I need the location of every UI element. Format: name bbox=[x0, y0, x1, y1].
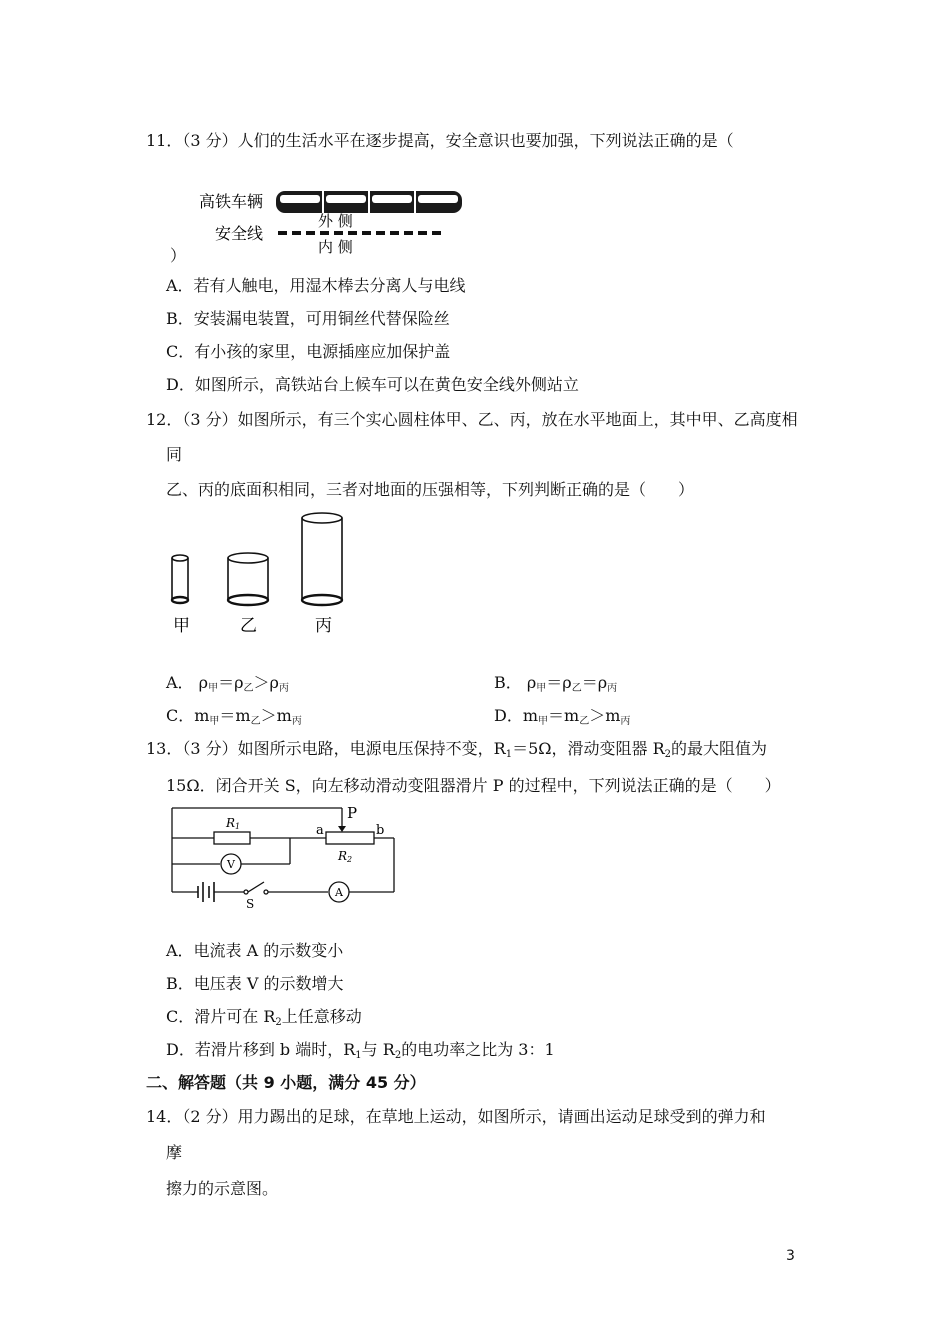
q14-line2: 摩 bbox=[166, 1143, 183, 1162]
section-heading: 二、解答题（共 9 小题，满分 45 分） bbox=[146, 1073, 426, 1092]
cylinder-bing bbox=[302, 513, 342, 605]
resistor-r2 bbox=[326, 832, 374, 844]
q12-option-b: B． $\rho_甲=\rho_乙=\rho_丙$ bbox=[494, 673, 618, 694]
q11-option-c: C．有小孩的家里，电源插座应加保护盖 bbox=[166, 342, 451, 361]
label-yi: 乙 bbox=[240, 616, 257, 636]
q12-stem-line3: 乙、丙的底面积相同，三者对地面的压强相等，下列判断正确的是（ ） bbox=[166, 480, 695, 499]
train-label: 高铁车辆 bbox=[199, 192, 264, 211]
cylinder-jia bbox=[172, 555, 188, 603]
q12-option-d: D．$m_甲=m_乙>m_丙$ bbox=[494, 706, 631, 727]
train-icon bbox=[276, 191, 462, 213]
q11-option-a: A．若有人触电，用湿木棒去分离人与电线 bbox=[166, 276, 466, 295]
page-number: 3 bbox=[786, 1248, 795, 1264]
q13-option-b: B．电压表 V 的示数增大 bbox=[166, 974, 344, 993]
label-jia: 甲 bbox=[173, 616, 190, 636]
switch-label: S bbox=[246, 897, 255, 910]
q13-option-c: C．滑片可在 $R_2$上任意移动 bbox=[166, 1007, 362, 1028]
terminal-b-label: b bbox=[376, 823, 385, 838]
circuit-diagram bbox=[166, 802, 402, 910]
q11-close-paren: ） bbox=[170, 246, 187, 265]
q11-option-d: D．如图所示，高铁站台上候车可以在黄色安全线外侧站立 bbox=[166, 375, 579, 394]
q12-stem-line2: 同 bbox=[166, 445, 183, 464]
q13-option-a: A．电流表 A 的示数变小 bbox=[166, 941, 344, 960]
r2-label: R2 bbox=[338, 849, 353, 864]
safety-line-label: 安全线 bbox=[215, 224, 264, 243]
slider-p-label: P bbox=[347, 804, 358, 822]
slider-arrow-icon bbox=[338, 826, 346, 832]
q13-stem-line2: 15Ω．闭合开关 S，向左移动滑动变阻器滑片 P 的过程中，下列说法正确的是（ ） bbox=[166, 776, 781, 795]
label-bing: 丙 bbox=[315, 616, 332, 636]
inner-side-label: 内 侧 bbox=[318, 238, 353, 256]
q11-option-b: B．安装漏电装置，可用铜丝代替保险丝 bbox=[166, 309, 450, 328]
high-speed-rail-figure bbox=[196, 184, 466, 256]
outer-side-label: 外 侧 bbox=[318, 212, 353, 230]
terminal-a-label: a bbox=[316, 823, 324, 838]
cylinders-figure bbox=[160, 506, 360, 638]
q12-stem-line1: 12．（3 分）如图所示，有三个实心圆柱体甲、乙、丙，放在水平地面上，其中甲、乙高度相 bbox=[146, 410, 798, 429]
q11-stem: 11．（3 分）人们的生活水平在逐步提高，安全意识也要加强，下列说法正确的是（ bbox=[146, 131, 734, 150]
ammeter-label: A bbox=[335, 886, 343, 899]
q12-option-c: C．$m_甲=m_乙>m_丙$ bbox=[166, 706, 302, 727]
resistor-r1 bbox=[214, 832, 250, 844]
q13-option-d: D．若滑片移到 b 端时，$R_1$与 $R_2$的电功率之比为 3：1 bbox=[166, 1040, 555, 1061]
cylinder-yi bbox=[228, 553, 268, 605]
q13-stem-line1: 13．（3 分）如图所示电路，电源电压保持不变，$R_1=5\Omega$，滑动变阻器 $R_2$的最大阻值为 bbox=[146, 739, 768, 760]
voltmeter-label: V bbox=[227, 858, 235, 871]
q12-option-a: A． $\rho_甲=\rho_乙>\rho_丙$ bbox=[166, 673, 289, 694]
q14-line1: 14．（2 分）用力踢出的足球，在草地上运动，如图所示，请画出运动足球受到的弹力和 bbox=[146, 1107, 766, 1126]
q14-line3: 擦力的示意图。 bbox=[166, 1179, 279, 1198]
r1-label: R1 bbox=[226, 816, 241, 831]
